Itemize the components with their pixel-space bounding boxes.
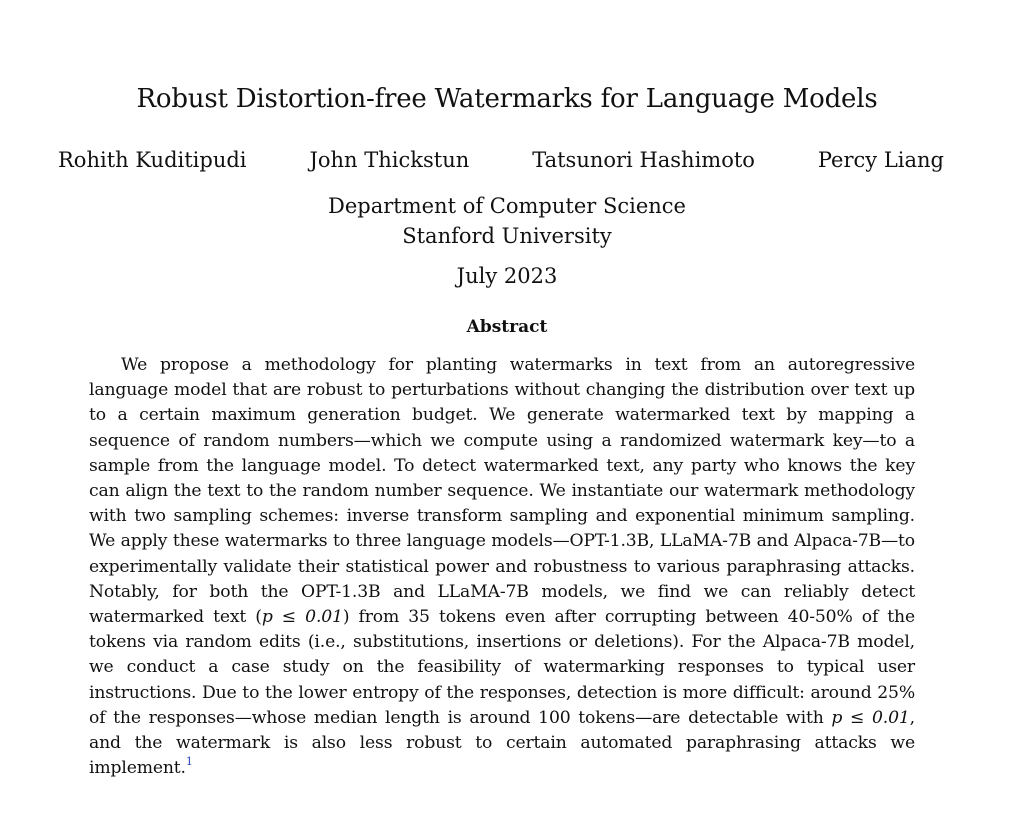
math-expression: p ≤ 0.01: [831, 707, 910, 728]
abstract-heading: Abstract: [466, 317, 548, 337]
author-name: Tatsunori Hashimoto: [532, 148, 755, 172]
math-expression: p ≤ 0.01: [261, 607, 343, 628]
affiliation-university: Stanford University: [402, 224, 612, 248]
abstract-text: [89, 353, 915, 781]
author-name: John Thickstun: [309, 148, 470, 172]
abstract-text-part: ) from 35 tokens even after corrupting between 40-50% of the tokens via random edits (i.e., substitutions, insertions or deletions). For the Alpaca-7B model, we conduct a case study on the feasibility of watermarking responses to typical user instructions. Due to the lower entropy of the responses, detection is more difficult: around 25% of the responses—whose median length is around 100 tokens—are detectable with: [89, 607, 915, 728]
footnote-link[interactable]: 1: [185, 755, 193, 769]
author-list: [58, 146, 944, 174]
author-name: Percy Liang: [817, 148, 944, 172]
author-name: Rohith Kuditipudi: [58, 148, 247, 172]
publication-date: July 2023: [456, 264, 558, 288]
abstract-text-part: We propose a methodology for planting watermarks in text from an autoregressive language model that are robust to perturbations without changing the distribution over text up to a certain maximum generation budget. We generate watermarked text by mapping a sequence of random numbers—which we compute using a randomized watermark key—to a sample from the language model. To detect watermarked text, any party who knows the key can align the text to the random number sequence. We instantiate our watermark methodology with two sampling schemes: inverse transform sampling and exponential minimum sampling. We apply these watermarks to three language models—OPT-1.3B, LLaMA-7B and Alpaca-7B—to experimentally validate their statistical power and robustness to various paraphrasing attacks. Notably, for both the OPT-1.3B and LLaMA-7B models, we find we can reliably detect watermarked text (: [89, 355, 915, 628]
abstract-text-part: , and the watermark is also less robust to certain automated paraphrasing attacks we implement.: [89, 707, 915, 779]
affiliation-department: Department of Computer Science: [328, 194, 686, 218]
paper-title: Robust Distortion-free Watermarks for Language Models: [136, 84, 878, 114]
